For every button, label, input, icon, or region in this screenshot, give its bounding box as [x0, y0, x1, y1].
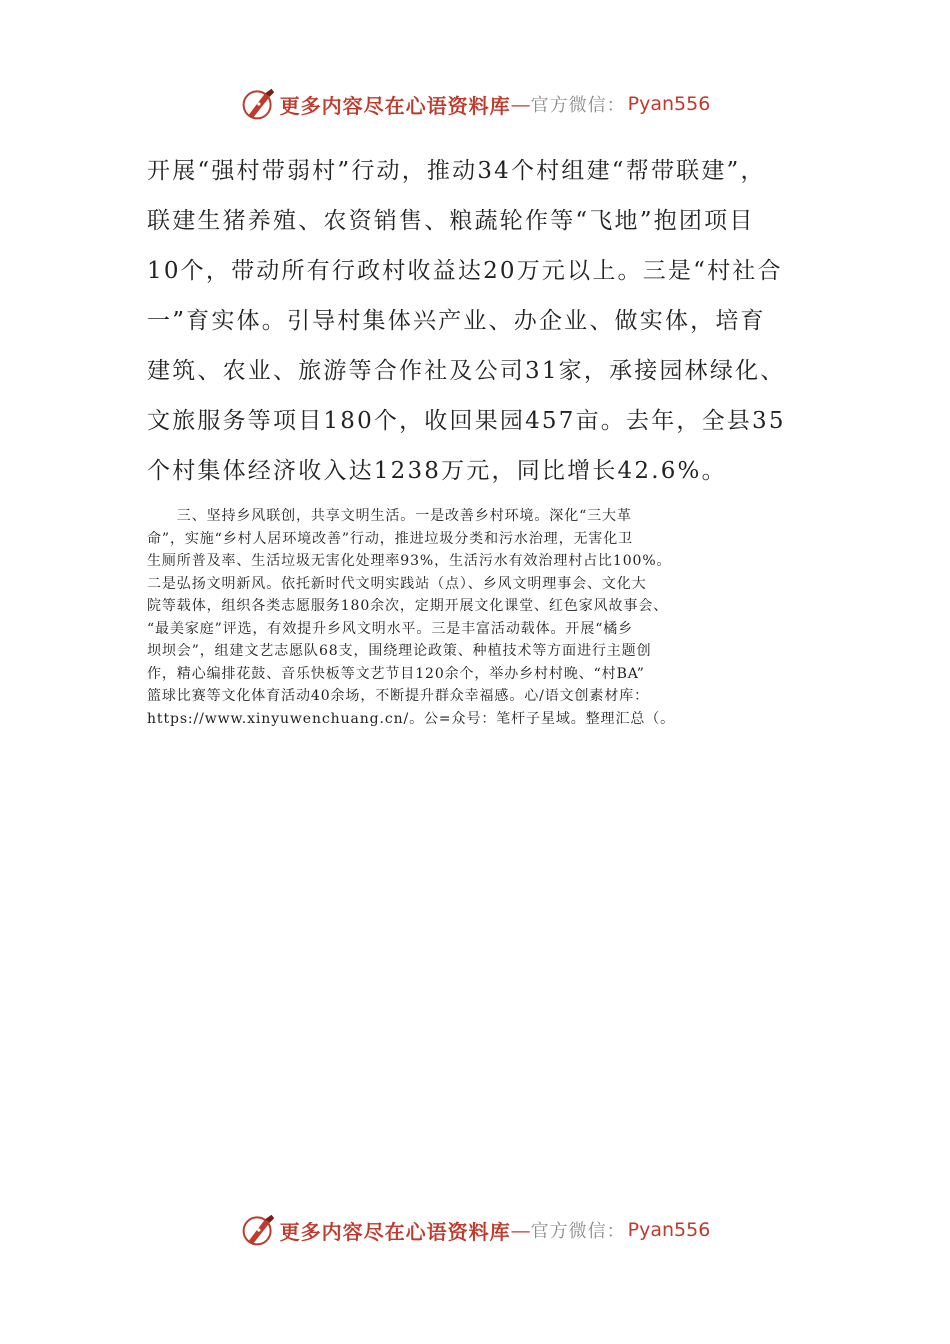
text-line: 三、坚持乡风联创，共享文明生活。一是改善乡村环境。深化“三大革: [147, 508, 632, 524]
footer-watermark: [0, 1210, 950, 1250]
wechat-handle: Pyan556: [627, 93, 711, 115]
text-line: 坝坝会”，组建文艺志愿队68支，围绕理论政策、种植技术等方面进行主题创: [147, 643, 652, 659]
official-label: 官方微信：: [530, 95, 626, 116]
site-name: 更多内容尽在心语资料库: [279, 1219, 511, 1244]
site-name: 更多内容尽在心语资料库: [279, 93, 511, 118]
text-line: 联建生猪养殖、农资销售、粮蔬轮作等“飞地”抱团项目: [147, 208, 755, 234]
text-line: 篮球比赛等文化体育活动40余场，不断提升群众幸福感。心/语文创素材库：: [147, 688, 650, 704]
text-line: “最美家庭”评选，有效提升乡风文明水平。三是丰富活动载体。开展“橘乡: [147, 620, 634, 637]
section-paragraph: [147, 505, 827, 730]
text-line: 院等载体，组织各类志愿服务180余次，定期开展文化课堂、红色家风故事会、: [147, 598, 669, 614]
text-line: 一”育实体。引导村集体兴产业、办企业、做实体，培育: [147, 308, 766, 334]
pen-nib-logo-icon: [240, 1212, 276, 1248]
wechat-handle: Pyan556: [627, 1219, 711, 1241]
text-line: 命”，实施“乡村人居环境改善”行动，推进垃圾分类和污水治理，无害化卫: [147, 530, 634, 547]
text-line: 个村集体经济收入达1238万元，同比增长42.6%。: [147, 458, 727, 484]
text-line: 作，精心编排花鼓、音乐快板等文艺节目120余个，举办乡村村晚、“村BA”: [147, 665, 645, 682]
text-line: 开展“强村带弱村”行动，推动34个村组建“帮带联建”，: [147, 158, 766, 184]
text-line: 文旅服务等项目180个，收回果园457亩。去年，全县35: [147, 408, 786, 434]
text-line: 二是弘扬文明新风。依托新时代文明实践站（点）、乡风文明理事会、文化大: [147, 575, 647, 592]
header-watermark: [0, 84, 950, 124]
text-line: 生厕所普及率、生活垃圾无害化处理率93%，生活污水有效治理村占比100%。: [147, 553, 672, 569]
text-line: 10个，带动所有行政村收益达20万元以上。三是“村社合: [147, 258, 783, 284]
banner-dash: —: [510, 1218, 531, 1242]
main-paragraph: [147, 146, 827, 496]
official-label: 官方微信：: [530, 1221, 626, 1242]
url-line: https://www.xinyuwenchuang.cn/。公=众号：笔杆子星域。整理汇总（。: [147, 710, 676, 727]
pen-nib-logo-icon: [240, 86, 276, 122]
banner-dash: —: [510, 92, 531, 116]
text-line: 建筑、农业、旅游等合作社及公司31家，承接园林绿化、: [147, 358, 786, 384]
